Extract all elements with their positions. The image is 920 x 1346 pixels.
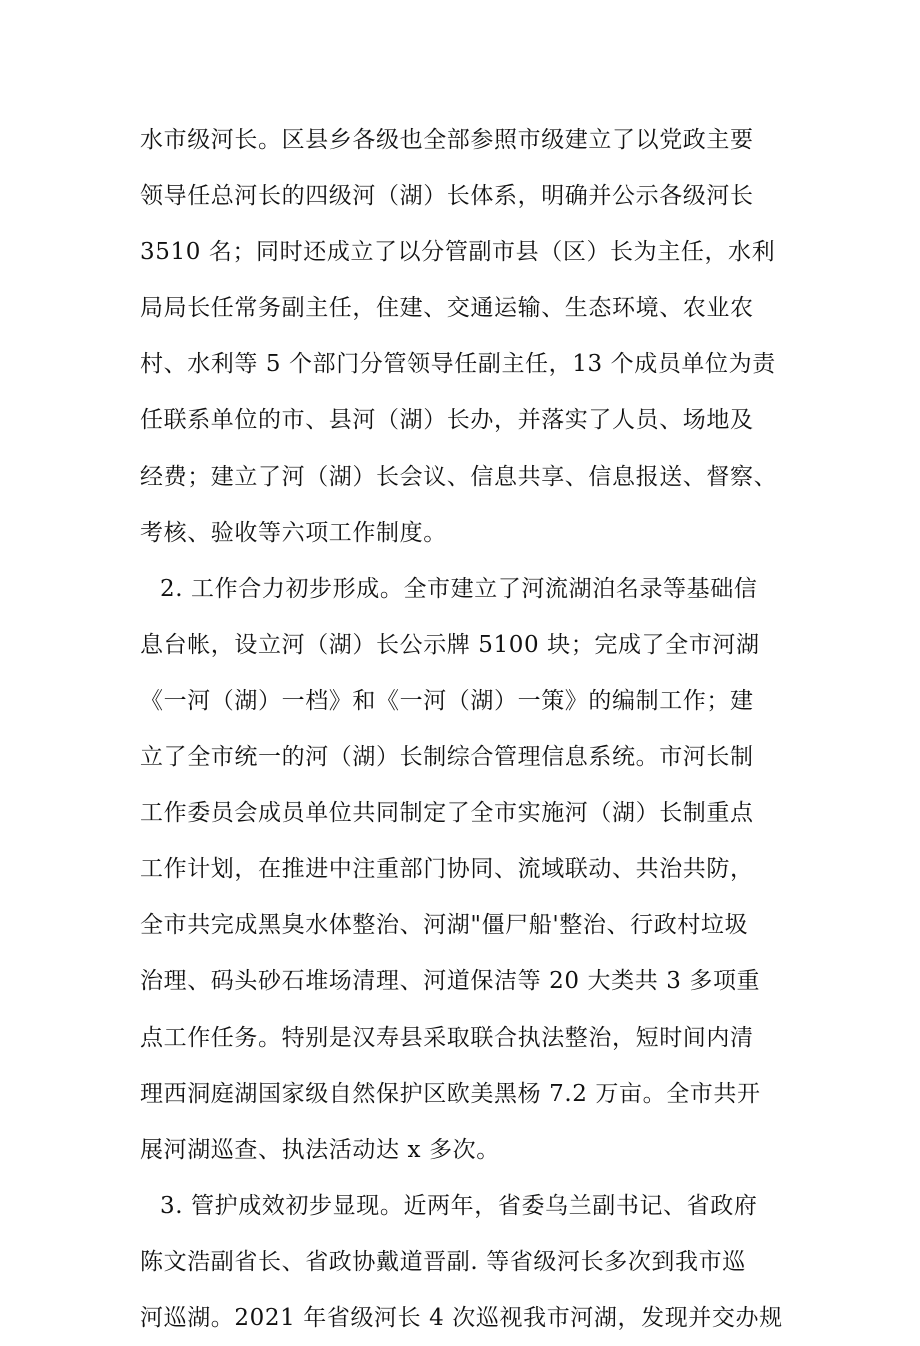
text-line: 工作委员会成员单位共同制定了全市实施河（湖）长制重点 <box>140 800 754 827</box>
text-line: 经费；建立了河（湖）长会议、信息共享、信息报送、督察、 <box>140 463 778 490</box>
text-line: 治理、码头砂石堆场清理、河道保洁等 20 大类共 3 多项重 <box>140 968 761 995</box>
text-line: 息台帐，设立河（湖）长公示牌 5100 块；完成了全市河湖 <box>140 631 760 658</box>
text-line: 理西洞庭湖国家级自然保护区欧美黑杨 7.2 万亩。全市共开 <box>140 1080 761 1107</box>
text-line: 立了全市统一的河（湖）长制综合管理信息系统。市河长制 <box>140 744 754 771</box>
text-line: 领导任总河长的四级河（湖）长体系，明确并公示各级河长 <box>140 183 754 210</box>
text-line: 水市级河长。区县乡各级也全部参照市级建立了以党政主要 <box>140 127 754 153</box>
text-line: 村、水利等 5 个部门分管领导任副主任，13 个成员单位为责 <box>140 351 776 378</box>
text-line: 全市共完成黑臭水体整治、河湖"僵尸船'整治、行政村垃圾 <box>140 912 749 939</box>
text-line: 陈文浩副省长、省政协戴道晋副. 等省级河长多次到我市巡 <box>140 1248 746 1275</box>
text-line: 点工作任务。特别是汉寿县采取联合执法整治，短时间内清 <box>140 1024 754 1051</box>
text-line: 3510 名；同时还成立了以分管副市县（区）长为主任，水利 <box>140 239 776 266</box>
text-line: 展河湖巡查、执法活动达 x 多次。 <box>140 1136 500 1163</box>
text-line: 考核、验收等六项工作制度。 <box>140 519 447 546</box>
text-line: 工作计划，在推进中注重部门协同、流域联动、共治共防， <box>140 856 754 883</box>
text-line: 任联系单位的市、县河（湖）长办，并落实了人员、场地及 <box>140 407 754 434</box>
paragraph-start-line: 2. 工作合力初步形成。全市建立了河流湖泊名录等基础信 <box>160 575 758 602</box>
paragraph-start-line: 3. 管护成效初步显现。近两年，省委乌兰副书记、省政府 <box>160 1192 758 1219</box>
document-body <box>140 112 790 1346</box>
text-line: 《一河（湖）一档》和《一河（湖）一策》的编制工作；建 <box>140 687 754 714</box>
text-line: 河巡湖。2021 年省级河长 4 次巡视我市河湖，发现并交办规 <box>140 1304 783 1331</box>
text-line: 局局长任常务副主任，住建、交通运输、生态环境、农业农 <box>140 295 754 322</box>
